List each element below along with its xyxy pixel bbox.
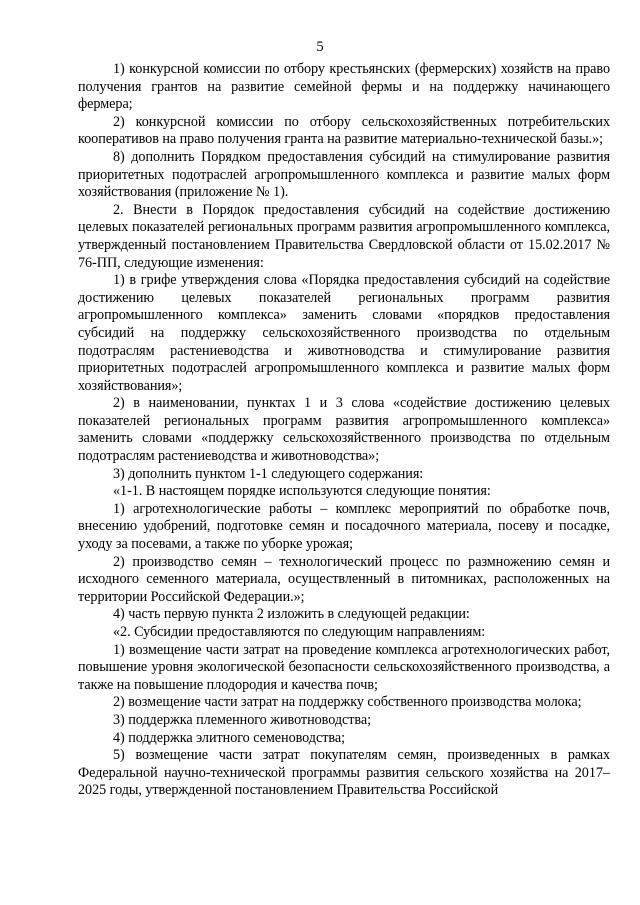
- paragraph: 8) дополнить Порядком предоставления субсидий на стимулирование развития приоритетных подотраслей агропромышленного комплекса и развитие малых форм хозяйствования (приложение № 1).: [78, 148, 610, 201]
- paragraph: 1) конкурсной комиссии по отбору крестьянских (фермерских) хозяйств на право получения грантов на развитие семейной фермы и на поддержку начинающего фермера;: [78, 61, 610, 113]
- paragraph: 2. Внести в Порядок предоставления субсидий на содействие достижению целевых показателей региональных программ развития агропромышленного комплекса, утвержденный постановлением Правительства Свердловской области от 15.02.2017 № 76-ПП, следующие изменения:: [78, 201, 610, 271]
- paragraph: 1) в грифе утверждения слова «Порядка предоставления субсидий на содействие достижению целевых показателей региональных программ развития агропромышленного комплекса» заменить словами «порядков предоставления субсидий на поддержку сельскохозяйственного производства по отдельным подотраслям растениеводства и животноводства и стимулирование развития приоритетных подотраслей агропромышленного комплекса и развитие малых форм хозяйствования»;: [78, 272, 610, 394]
- page-number: 5: [316, 39, 324, 55]
- paragraph: 2) производство семян – технологический процесс по размножению семян и исходного семенного материала, осуществленный в питомниках, расположенных на территории Российской Федерации.»;: [78, 553, 610, 605]
- paragraph: 2) возмещение части затрат на поддержку собственного производства молока;: [113, 694, 582, 711]
- paragraph: 1) возмещение части затрат на проведение комплекса агротехнологических работ, повышение уровня экологической безопасности сельскохозяйственного производства, а также на повышение плодородия и качества почв;: [78, 641, 610, 693]
- paragraph: «2. Субсидии предоставляются по следующим направлениям:: [113, 624, 486, 640]
- paragraph: 3) поддержка племенного животноводства;: [113, 711, 372, 728]
- paragraph: 4) часть первую пункта 2 изложить в следующей редакции:: [113, 606, 470, 623]
- paragraph: 2) конкурсной комиссии по отбору сельскохозяйственных потребительских кооперативов на право получения гранта на развитие материально-технической базы.»;: [78, 113, 610, 148]
- paragraph: 3) дополнить пунктом 1-1 следующего содержания:: [113, 465, 424, 482]
- document-body: [78, 61, 610, 800]
- paragraph: «1-1. В настоящем порядке используются следующие понятия:: [113, 483, 491, 500]
- paragraph: 4) поддержка элитного семеноводства;: [113, 729, 345, 746]
- paragraph: 2) в наименовании, пунктах 1 и 3 слова «содействие достижению целевых показателей региональных программ развития агропромышленного комплекса» заменить словами «поддержку сельскохозяйственного производства по отдельным подотраслям растениеводства и животноводства»;: [78, 395, 610, 465]
- paragraph: 1) агротехнологические работы – комплекс мероприятий по обработке почв, внесению удобрений, подготовке семян и посадочного материала, посеву и посадке, уходу за посевами, а также по уборке урожая;: [78, 500, 610, 553]
- paragraph: 5) возмещение части затрат покупателям семян, произведенных в рамках Федеральной научно-технической программы развития сельского хозяйства на 2017–2025 годы, утвержденной постановлением Правительства Российской: [78, 747, 610, 799]
